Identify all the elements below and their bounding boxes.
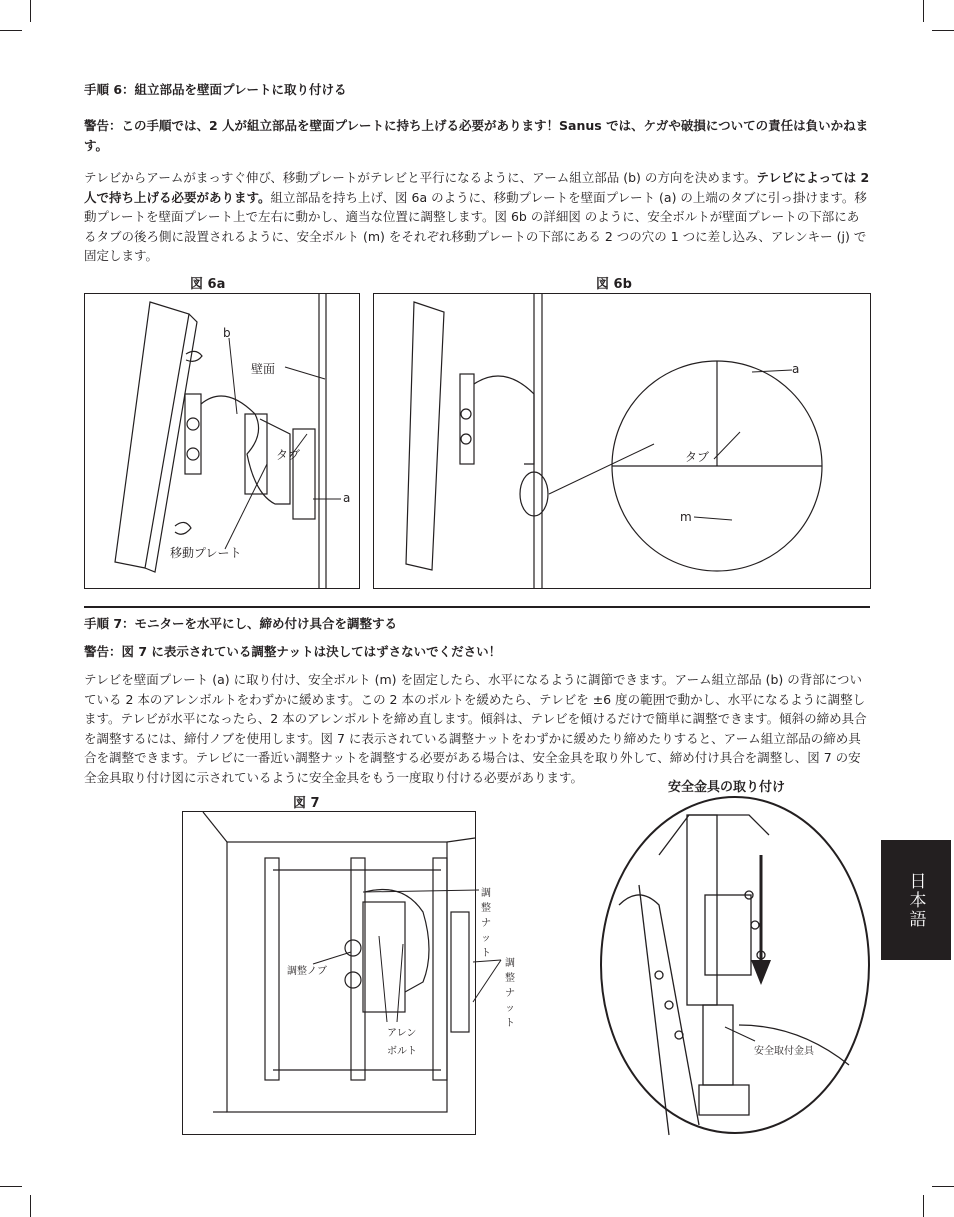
fig6a-label-tab: タブ bbox=[276, 448, 301, 462]
safety-label: 安全取付金具 bbox=[754, 1046, 814, 1057]
language-tab-label: 日本語 bbox=[905, 871, 926, 929]
fig6b-label-m: m bbox=[680, 510, 692, 524]
fig7-label-nut-top: 調整ナット bbox=[481, 888, 491, 959]
fig6a-caption: 図 6a bbox=[190, 277, 226, 292]
step7-heading: 手順 7：モニターを水平にし、締め付け具合を調整する bbox=[84, 616, 398, 631]
crop-mark bbox=[0, 1186, 22, 1187]
crop-mark bbox=[923, 0, 924, 22]
fig6b-label-tab: タブ bbox=[685, 450, 710, 464]
fig7-drawing bbox=[183, 812, 475, 1134]
figure-6b bbox=[373, 293, 871, 589]
step6-warning: 警告：この手順では、2 人が組立部品を壁面プレートに持ち上げる必要があります！Sanus では、ケガや破損についての責任は負いかねます。 bbox=[84, 118, 869, 153]
crop-mark bbox=[923, 1195, 924, 1217]
figure-6a bbox=[84, 293, 360, 589]
fig6a-label-a: a bbox=[343, 491, 351, 505]
crop-mark bbox=[932, 30, 954, 31]
fig7-caption: 図 7 bbox=[293, 796, 320, 811]
fig7-label-knob: 調整ノブ bbox=[287, 966, 327, 977]
fig6a-label-plate: 移動プレート bbox=[170, 546, 242, 560]
fig7-label-allen-2: ボルト bbox=[387, 1046, 417, 1057]
fig6b-caption: 図 6b bbox=[596, 277, 632, 292]
step6-body bbox=[84, 168, 870, 266]
step6-body-a: テレビからアームがまっすぐ伸び、移動プレートがテレビと平行になるように、アーム組立部品 (b) の方向を決めます。 bbox=[84, 170, 757, 185]
fig6a-label-wall: 壁面 bbox=[251, 362, 276, 376]
section-divider bbox=[84, 606, 870, 608]
language-tab bbox=[881, 840, 951, 960]
fig6a-label-b: b bbox=[223, 326, 231, 340]
safety-bracket-drawing bbox=[599, 795, 871, 1135]
fig6b-drawing bbox=[374, 294, 870, 588]
crop-mark bbox=[30, 1195, 31, 1217]
fig6b-label-a: a bbox=[792, 362, 800, 376]
step6-body-bold: テレビによっては 2 人で持ち上げる必要があります。 bbox=[84, 170, 870, 205]
crop-mark bbox=[932, 1186, 954, 1187]
fig7-label-nut-right: 調整ナット bbox=[505, 958, 515, 1029]
figure-7 bbox=[182, 811, 515, 1135]
fig7-label-allen-1: アレン bbox=[387, 1028, 417, 1039]
step6-heading: 手順 6：組立部品を壁面プレートに取り付ける bbox=[84, 82, 347, 97]
step6-body-b: 組立部品を持ち上げ、図 6a のように、移動プレートを壁面プレート (a) の上端のタブに引っ掛けます。移動プレートを壁面プレート上で左右に動かし、適当な位置に調整します。図 6b の詳細図 のように、安全ボルトが壁面プレートの下部にあるタブの後ろ側に設置されるように、安全ボルト (m) をそれぞれ移動プレートの下部にある 2 つの穴の 1 つに差し込み、アレンキー (j) で固定します。 bbox=[84, 189, 867, 263]
step7-warning: 警告：図 7 に表示されている調整ナットは決してはずさないでください！ bbox=[84, 644, 502, 659]
crop-mark bbox=[0, 30, 22, 31]
crop-mark bbox=[30, 0, 31, 22]
safety-caption: 安全金具の取り付け bbox=[668, 780, 786, 795]
step7-body: テレビを壁面プレート (a) に取り付け、安全ボルト (m) を固定したら、水平になるように調節できます。アーム組立部品 (b) の背部についている 2 本のアレンボルトをわずかに緩めます。この 2 本のボルトを緩めたら、テレビを ±6 度の範囲で動かし、水平になるように調整します。テレビが水平になったら、2 本のアレンボルトを締め直します。傾斜は、テレビを傾けるだけで簡単に調整できます。傾斜の締め具合を調整するには、締付ノブを使用します。図 7 に表示されている調整ナットをわずかに緩めたり締めたりすると、アーム組立部品の締め具合を調整できます。テレビに一番近い調整ナットを調整する必要がある場合は、安全金具を取り外して、締め付け具合を調整し、図 7 の安全金具取り付け図に示されているように安全金具をもう一度取り付ける必要があります。 bbox=[84, 672, 867, 785]
